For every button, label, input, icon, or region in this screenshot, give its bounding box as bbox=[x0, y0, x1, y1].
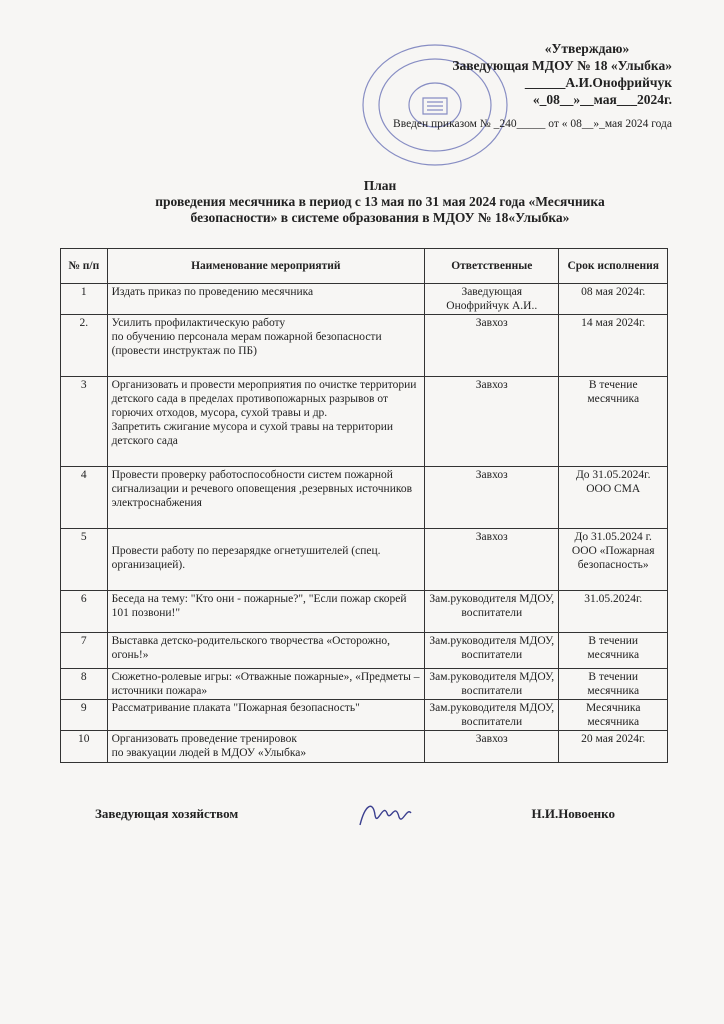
row-deadline: Месячника месячника bbox=[559, 700, 668, 731]
row-activity: Рассматривание плаката "Пожарная безопасность" bbox=[107, 700, 425, 731]
table-row bbox=[61, 529, 668, 591]
header-resp: Ответственные bbox=[425, 249, 559, 284]
approval-date: «_08__»__мая___2024г. bbox=[532, 92, 672, 107]
row-deadline: 14 мая 2024г. bbox=[559, 315, 668, 377]
row-number: 8 bbox=[61, 669, 108, 700]
order-reference: Введен приказом № _240_____ от « 08__»_мая 2024 года bbox=[393, 118, 672, 130]
row-responsible: Заведующая Онофрийчук А.И.. bbox=[425, 284, 559, 315]
row-activity: Организовать проведение тренировок по эвакуации людей в МДОУ «Улыбка» bbox=[107, 731, 425, 763]
row-activity: Провести проверку работоспособности систем пожарной сигнализации и речевого оповещения ,резервных источников электроснабжения bbox=[107, 467, 425, 529]
handwritten-signature bbox=[355, 795, 415, 835]
row-number: 5 bbox=[61, 529, 108, 591]
header-term: Срок исполнения bbox=[559, 249, 668, 284]
row-activity: Выставка детско-родительского творчества «Осторожно, огонь!» bbox=[107, 633, 425, 669]
header-num: № п/п bbox=[61, 249, 108, 284]
row-number: 6 bbox=[61, 591, 108, 633]
row-number: 2. bbox=[61, 315, 108, 377]
row-activity: Усилить профилактическую работу по обучению персонала мерам пожарной безопасности (провести инструктаж по ПБ) bbox=[107, 315, 425, 377]
document-title bbox=[80, 178, 680, 226]
row-deadline: 20 мая 2024г. bbox=[559, 731, 668, 763]
row-number: 3 bbox=[61, 377, 108, 467]
row-deadline: 08 мая 2024г. bbox=[559, 284, 668, 315]
row-activity: Провести работу по перезарядке огнетушителей (спец. организацией). bbox=[107, 529, 425, 591]
row-deadline: 31.05.2024г. bbox=[559, 591, 668, 633]
row-deadline: До 31.05.2024г. ООО СМА bbox=[559, 467, 668, 529]
row-deadline: До 31.05.2024 г. ООО «Пожарная безопасность» bbox=[559, 529, 668, 591]
row-responsible: Зам.руководителя МДОУ, воспитатели bbox=[425, 669, 559, 700]
row-responsible: Завхоз bbox=[425, 731, 559, 763]
row-responsible: Зам.руководителя МДОУ, воспитатели bbox=[425, 633, 559, 669]
row-number: 4 bbox=[61, 467, 108, 529]
row-responsible: Завхоз bbox=[425, 529, 559, 591]
row-activity: Издать приказ по проведению месячника bbox=[107, 284, 425, 315]
row-responsible: Завхоз bbox=[425, 377, 559, 467]
row-activity: Сюжетно-ролевые игры: «Отважные пожарные», «Предметы – источники пожара» bbox=[107, 669, 425, 700]
table-row bbox=[61, 700, 668, 731]
row-number: 10 bbox=[61, 731, 108, 763]
row-activity: Организовать и провести мероприятия по очистке территории детского сада в пределах противопожарных разрывов от горючих отходов, мусора, сухой травы и др. Запретить сжигание мусора и сухой травы на территории детского сада bbox=[107, 377, 425, 467]
table-row bbox=[61, 377, 668, 467]
table-row bbox=[61, 633, 668, 669]
table-row bbox=[61, 315, 668, 377]
row-activity: Беседа на тему: "Кто они - пожарные?", "Если пожар скорей 101 позвони!" bbox=[107, 591, 425, 633]
footer-position: Заведующая хозяйством bbox=[95, 806, 239, 821]
row-deadline: В течении месячника bbox=[559, 669, 668, 700]
table-row bbox=[61, 591, 668, 633]
table-row bbox=[61, 284, 668, 315]
row-responsible: Завхоз bbox=[425, 467, 559, 529]
table-body bbox=[61, 284, 668, 763]
approval-position: Заведующая МДОУ № 18 «Улыбка» bbox=[452, 58, 672, 73]
row-responsible: Завхоз bbox=[425, 315, 559, 377]
plan-table bbox=[60, 248, 668, 763]
row-responsible: Зам.руководителя МДОУ, воспитатели bbox=[425, 700, 559, 731]
row-deadline: В течение месячника bbox=[559, 377, 668, 467]
approval-heading: «Утверждаю» bbox=[544, 41, 630, 56]
table-row bbox=[61, 731, 668, 763]
table-row bbox=[61, 669, 668, 700]
table-row bbox=[61, 467, 668, 529]
approval-signature-line: ______А.И.Онофрийчук bbox=[524, 75, 672, 90]
row-number: 7 bbox=[61, 633, 108, 669]
title-line-1: План bbox=[363, 178, 397, 193]
footer-name: Н.И.Новоенко bbox=[531, 806, 615, 821]
row-deadline: В течении месячника bbox=[559, 633, 668, 669]
title-line-2: проведения месячника в период с 13 мая по 31 мая 2024 года «Месячника bbox=[155, 194, 605, 209]
title-line-3: безопасности» в системе образования в МДОУ № 18«Улыбка» bbox=[190, 210, 570, 225]
approval-block bbox=[372, 40, 672, 108]
header-name: Наименование мероприятий bbox=[107, 249, 425, 284]
row-number: 1 bbox=[61, 284, 108, 315]
row-number: 9 bbox=[61, 700, 108, 731]
row-responsible: Зам.руководителя МДОУ, воспитатели bbox=[425, 591, 559, 633]
table-header-row bbox=[61, 249, 668, 284]
